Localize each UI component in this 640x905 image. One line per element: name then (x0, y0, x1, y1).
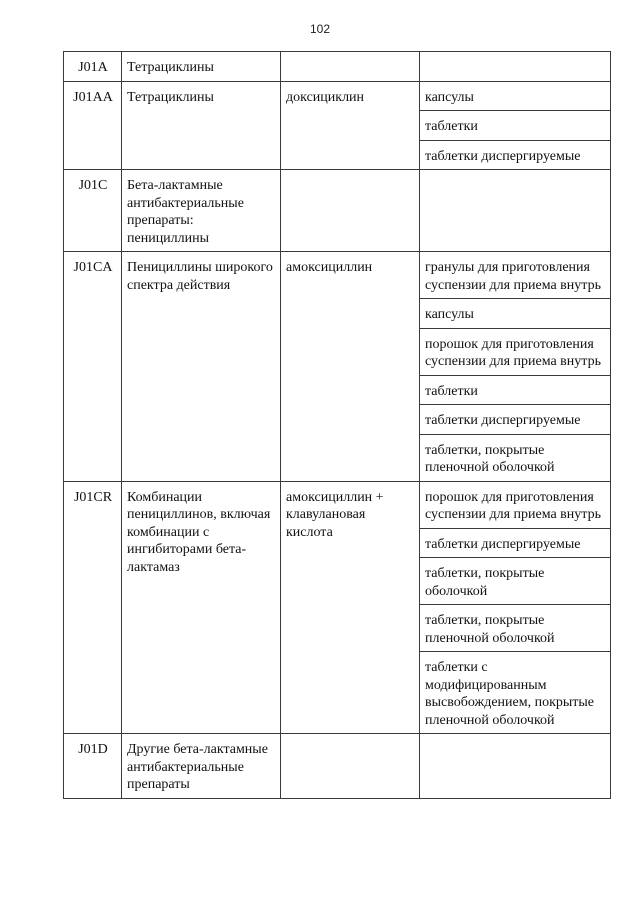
atc-code-cell: J01D (64, 734, 122, 799)
dosage-form-cell: капсулы (420, 299, 611, 329)
drug-name-cell: амоксициллин (281, 252, 420, 482)
dosage-form-cell: порошок для приготовления суспензии для приема внутрь (420, 328, 611, 375)
table-row (64, 170, 611, 252)
dosage-form-cell: таблетки диспергируемые (420, 140, 611, 170)
dosage-form-cell (420, 52, 611, 82)
atc-code-cell: J01CR (64, 481, 122, 734)
dosage-form-cell: таблетки, покрытые пленочной оболочкой (420, 434, 611, 481)
dosage-form-cell: таблетки, покрытые пленочной оболочкой (420, 605, 611, 652)
drug-name-cell: амоксициллин + клавулановая кислота (281, 481, 420, 734)
group-name-cell: Пенициллины широкого спектра действия (122, 252, 281, 482)
dosage-form-cell: таблетки (420, 375, 611, 405)
atc-code-cell: J01A (64, 52, 122, 82)
dosage-form-cell: капсулы (420, 81, 611, 111)
dosage-form-cell: таблетки с модифицированным высвобождением, покрытые пленочной оболочкой (420, 652, 611, 734)
table-row (64, 81, 611, 111)
dosage-form-cell: порошок для приготовления суспензии для приема внутрь (420, 481, 611, 528)
table-row (64, 734, 611, 799)
drug-name-cell (281, 52, 420, 82)
atc-code-cell: J01C (64, 170, 122, 252)
table-row (64, 481, 611, 528)
dosage-form-cell: таблетки диспергируемые (420, 528, 611, 558)
group-name-cell: Тетрациклины (122, 81, 281, 170)
drug-classification-table (63, 51, 611, 799)
atc-code-cell: J01CA (64, 252, 122, 482)
drug-name-cell (281, 734, 420, 799)
dosage-form-cell: таблетки диспергируемые (420, 405, 611, 435)
dosage-form-cell: таблетки, покрытые оболочкой (420, 558, 611, 605)
table-row (64, 252, 611, 299)
table-row (64, 52, 611, 82)
drug-name-cell (281, 170, 420, 252)
dosage-form-cell: гранулы для приготовления суспензии для приема внутрь (420, 252, 611, 299)
page-number: 102 (309, 22, 331, 36)
group-name-cell: Другие бета-лактамные антибактериальные препараты (122, 734, 281, 799)
group-name-cell: Тетрациклины (122, 52, 281, 82)
group-name-cell: Комбинации пенициллинов, включая комбинации с ингибиторами бета-лактамаз (122, 481, 281, 734)
dosage-form-cell (420, 734, 611, 799)
group-name-cell: Бета-лактамные антибактериальные препараты: пенициллины (122, 170, 281, 252)
drug-name-cell: доксициклин (281, 81, 420, 170)
dosage-form-cell (420, 170, 611, 252)
atc-code-cell: J01AA (64, 81, 122, 170)
dosage-form-cell: таблетки (420, 111, 611, 141)
